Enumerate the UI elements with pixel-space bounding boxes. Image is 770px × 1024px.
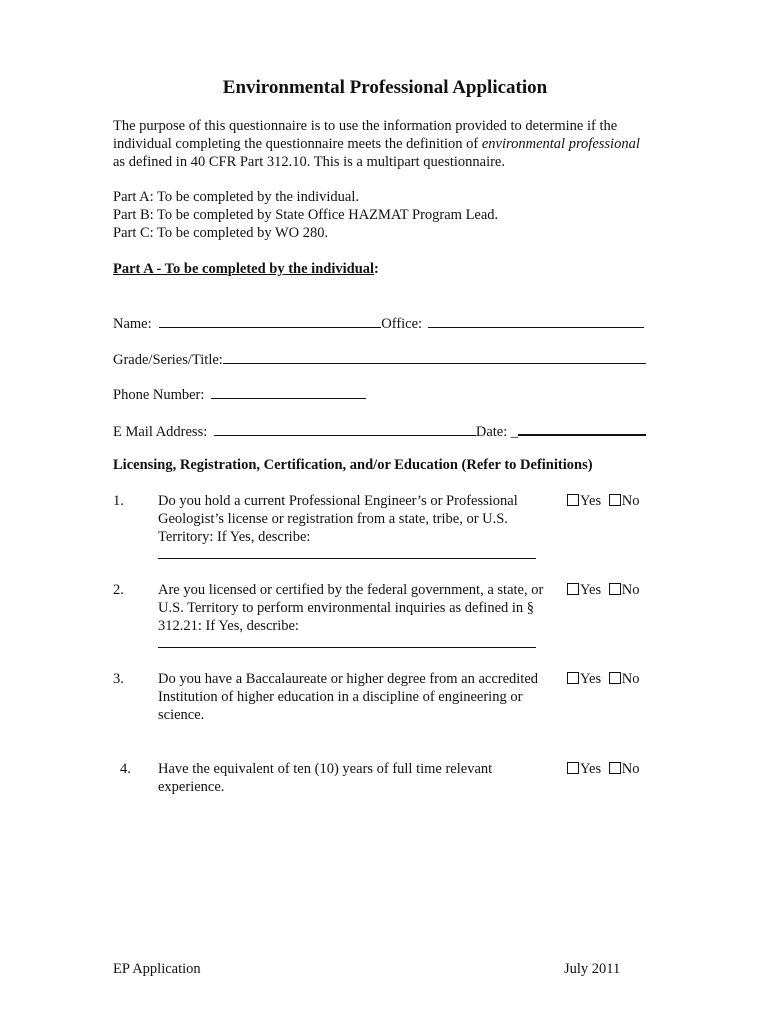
yes-label: Yes	[580, 671, 602, 687]
yes-label: Yes	[580, 493, 602, 509]
question-text: Do you have a Baccalaureate or higher degree from an accredited Institution of higher education in a discipline of engineering or science.	[158, 671, 539, 723]
office-input-line[interactable]	[428, 313, 644, 328]
date-input-line[interactable]	[518, 420, 646, 436]
part-a-heading-colon: :	[374, 261, 379, 277]
question-3	[158, 670, 553, 724]
describe-line[interactable]	[158, 548, 536, 559]
intro-paragraph	[113, 117, 653, 171]
parts-list	[113, 188, 498, 242]
question-number: 1.	[113, 493, 124, 509]
yes-checkbox[interactable]	[567, 672, 579, 684]
intro-emphasis: environmental professional	[481, 136, 640, 152]
part-b-line: Part B: To be completed by State Office HAZMAT Program Lead.	[113, 207, 499, 223]
question-2	[158, 581, 553, 648]
no-checkbox[interactable]	[609, 672, 621, 684]
phone-label: Phone Number:	[113, 387, 205, 403]
no-checkbox[interactable]	[609, 583, 621, 595]
date-label: Date: _	[475, 424, 519, 440]
footer-left: EP Application	[113, 961, 201, 977]
part-c-line: Part C: To be completed by WO 280.	[113, 225, 329, 241]
office-label: Office:	[381, 316, 423, 332]
question-text: Have the equivalent of ten (10) years of full time relevant experience.	[158, 761, 493, 795]
grade-label: Grade/Series/Title:	[113, 352, 223, 368]
email-input-line[interactable]	[214, 421, 476, 436]
email-field-row	[113, 420, 646, 441]
question-1-answer	[567, 492, 639, 510]
part-a-line: Part A: To be completed by the individual.	[113, 189, 359, 205]
grade-input-line[interactable]	[223, 349, 646, 364]
yes-label: Yes	[580, 582, 602, 598]
question-number: 2.	[113, 582, 124, 598]
name-input-line[interactable]	[159, 313, 381, 328]
question-text: Are you licensed or certified by the federal government, a state, or U.S. Territory to perform environmental inquiries as defined in § 312.21: If Yes, describe:	[158, 582, 544, 634]
intro-text-2: as defined in 40 CFR Part 312.10. This is a multipart questionnaire.	[113, 154, 505, 170]
yes-label: Yes	[580, 761, 602, 777]
describe-line[interactable]	[158, 637, 536, 648]
part-a-heading	[113, 260, 379, 278]
phone-input-line[interactable]	[211, 384, 366, 399]
yes-checkbox[interactable]	[567, 583, 579, 595]
no-checkbox[interactable]	[609, 762, 621, 774]
question-text: Do you hold a current Professional Engineer’s or Professional Geologist’s license or registration from a state, tribe, or U.S. Territory: If Yes, describe:	[158, 493, 518, 545]
footer-right: July 2011	[564, 961, 621, 977]
yes-checkbox[interactable]	[567, 494, 579, 506]
no-checkbox[interactable]	[609, 494, 621, 506]
no-label: No	[621, 761, 640, 777]
question-number: 3.	[113, 671, 124, 687]
email-label: E Mail Address:	[113, 424, 208, 440]
question-number: 4.	[120, 761, 131, 777]
question-4	[158, 760, 553, 796]
grade-field-row	[113, 349, 646, 369]
intro-text-1: The purpose of this questionnaire is to use the information provided to determine if the individual completing the questionnaire meets the definition of	[113, 118, 618, 152]
licensing-heading: Licensing, Registration, Certification, and/or Education (Refer to Definitions)	[113, 457, 593, 473]
question-3-answer	[567, 670, 639, 688]
question-4-answer	[567, 760, 639, 778]
no-label: No	[621, 671, 640, 687]
question-2-answer	[567, 581, 639, 599]
name-field-row	[113, 313, 644, 333]
phone-field-row	[113, 384, 366, 404]
yes-checkbox[interactable]	[567, 762, 579, 774]
part-a-heading-text: Part A - To be completed by the individual	[113, 261, 375, 277]
no-label: No	[621, 582, 640, 598]
name-label: Name:	[113, 316, 152, 332]
page-title: Environmental Professional Application	[222, 77, 548, 98]
question-1	[158, 492, 553, 559]
no-label: No	[621, 493, 640, 509]
